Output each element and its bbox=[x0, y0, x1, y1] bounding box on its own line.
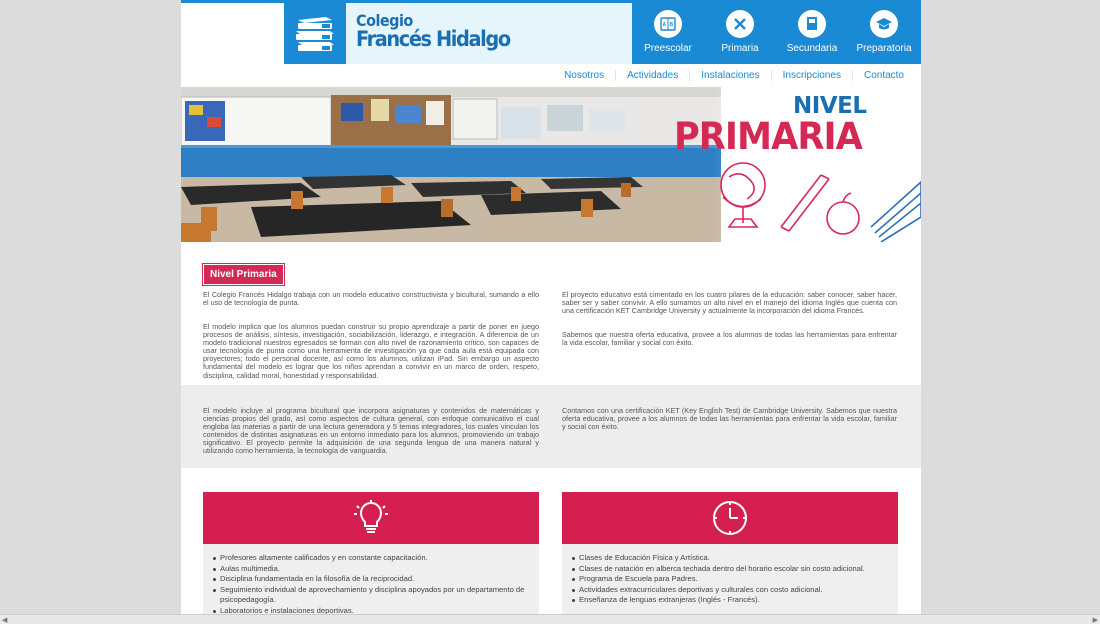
pencil-ruler-icon bbox=[726, 10, 754, 38]
site-header bbox=[181, 3, 921, 64]
svg-text:A: A bbox=[662, 22, 667, 28]
level-menu bbox=[632, 3, 921, 64]
nav-link-nosotros[interactable]: Nosotros bbox=[564, 70, 605, 81]
hero-banner bbox=[181, 87, 921, 242]
scroll-left-icon[interactable]: ◀ bbox=[2, 617, 8, 624]
graduation-cap-icon bbox=[870, 10, 898, 38]
notebook-icon bbox=[798, 10, 826, 38]
list-item: Profesores altamente calificados y en constante capacitación. bbox=[213, 553, 539, 564]
list-item: Disciplina fundamentada en la filosofía de la reciprocidad. bbox=[213, 574, 539, 585]
logo-line2: Francés Hidalgo bbox=[356, 27, 510, 51]
nav-link-actividades[interactable]: Actividades bbox=[615, 70, 689, 81]
intro-left-paragraph-1: El Colegio Francés Hidalgo trabaja con un modelo educativo constructivista y bicultural, sumando a ello el uso de tecnología de punta. bbox=[203, 290, 539, 308]
level-preescolar-button[interactable] bbox=[632, 3, 704, 64]
level-preparatoria-button[interactable] bbox=[848, 3, 920, 64]
hero-title-big: PRIMARIA bbox=[674, 115, 862, 158]
secondary-nav bbox=[181, 64, 921, 87]
list-item: Seguimiento individual de aprovechamiento y disciplina apoyados por un departamento de psicopedagogía. bbox=[213, 585, 539, 606]
list-item: Clases de Educación Física y Artística. bbox=[572, 553, 898, 564]
list-item: Enseñanza de lenguas extranjeras (Inglés - Francés). bbox=[572, 595, 898, 606]
level-label: Primaria bbox=[721, 43, 759, 54]
level-label: Preescolar bbox=[644, 43, 692, 54]
level-primaria-button[interactable] bbox=[704, 3, 776, 64]
intro-section bbox=[181, 242, 921, 385]
features-card-right bbox=[562, 492, 898, 624]
nav-link-inscripciones[interactable]: Inscripciones bbox=[771, 70, 852, 81]
list-item: Programa de Escuela para Padres. bbox=[572, 574, 898, 585]
features-section bbox=[181, 468, 921, 624]
books-logo-icon bbox=[284, 3, 346, 64]
list-item: Actividades extracurriculares deportivas y culturales con costo adicional. bbox=[572, 585, 898, 596]
abc-book-icon bbox=[654, 10, 682, 38]
level-label: Secundaria bbox=[786, 43, 838, 54]
features-list-left bbox=[203, 544, 539, 616]
school-logo[interactable] bbox=[284, 3, 632, 64]
level-label: Preparatoria bbox=[856, 43, 912, 54]
svg-text:B: B bbox=[669, 22, 674, 28]
level-secundaria-button[interactable] bbox=[776, 3, 848, 64]
list-item: Aulas multimedia. bbox=[213, 564, 539, 575]
clock-icon bbox=[711, 499, 749, 537]
section-tag: Nivel Primaria bbox=[203, 264, 284, 285]
nav-link-contacto[interactable]: Contacto bbox=[852, 70, 915, 81]
intro-right-paragraph-1: El proyecto educativo está cimentado en los cuatro pilares de la educación: saber conocer, saber hacer, saber ser y saber convivir. A ello sumamos un alto nivel en el manejo del idioma Inglés que cuenta con una certificación KET Cambridge University y actualmente la incorporación del idioma Francés. bbox=[562, 290, 897, 316]
bicultural-left-paragraph: El modelo incluye al programa bicultural que incorpora asignaturas y contenidos de matemáticas y ciencias propios del grado, así como aspectos de cultura general, con enfoque comunicativo el cual engloba las materias a partir de una lectura generadora y 5 temas integradores, los cuales vinculan los contenidos de distintas asignaturas en un entorno inmediato para los alumnos, promoviendo un trabajo significativo. El proyecto permite la adquisición de una segunda lengua de una manera natural y utilizando como herramienta, la tecnología de vanguardia. bbox=[203, 406, 539, 456]
scroll-right-icon[interactable]: ▶ bbox=[1092, 617, 1098, 624]
lightbulb-icon bbox=[354, 500, 388, 536]
bicultural-right-paragraph: Contamos con una certificación KET (Key English Test) de Cambridge University. Sabemos que nuestra oferta educativa, provee a los alumnos de todas las herramientas para enfrentar la vida escolar, familiar y social con éxito. bbox=[562, 406, 897, 432]
logo-line1: Colegio bbox=[356, 11, 413, 30]
intro-right-paragraph-2: Sabemos que nuestra oferta educativa, provee a los alumnos de todas las herramientas para enfrentar la vida escolar, familiar y social con éxito. bbox=[562, 330, 897, 348]
hero-title-small: NIVEL bbox=[793, 93, 867, 119]
list-item: Clases de natación en alberca techada dentro del horario escolar sin costo adicional. bbox=[572, 564, 898, 575]
features-card-left bbox=[203, 492, 539, 624]
list-item: Laboratorios e instalaciones deportivas. bbox=[213, 606, 539, 617]
bicultural-section bbox=[181, 385, 921, 468]
features-list-right bbox=[562, 544, 898, 606]
page bbox=[181, 0, 921, 624]
nav-link-instalaciones[interactable]: Instalaciones bbox=[689, 70, 770, 81]
intro-left-paragraph-2: El modelo implica que los alumnos puedan construir su propio aprendizaje a partir de poner en juego procesos de análisis, síntesis, investigación, sociabilización, liderazgo, e integración. A diferencia de un modelo tradicional nuestros egresados se forman con alto nivel de razonamiento crítico, son capaces de usar tecnología de punta como una herramienta de investigación ya que cada aula está equipada con proyectores; todo el personal docente, así como los alumnos, utilizan iPad. Sin embargo un aspecto fundamental del modelo es lograr que los niños aprendan a convivir en un marco de orden, respeto, disciplina, calidad moral, honestidad y responsabilidad. bbox=[203, 322, 539, 380]
horizontal-scrollbar[interactable] bbox=[0, 614, 1100, 624]
